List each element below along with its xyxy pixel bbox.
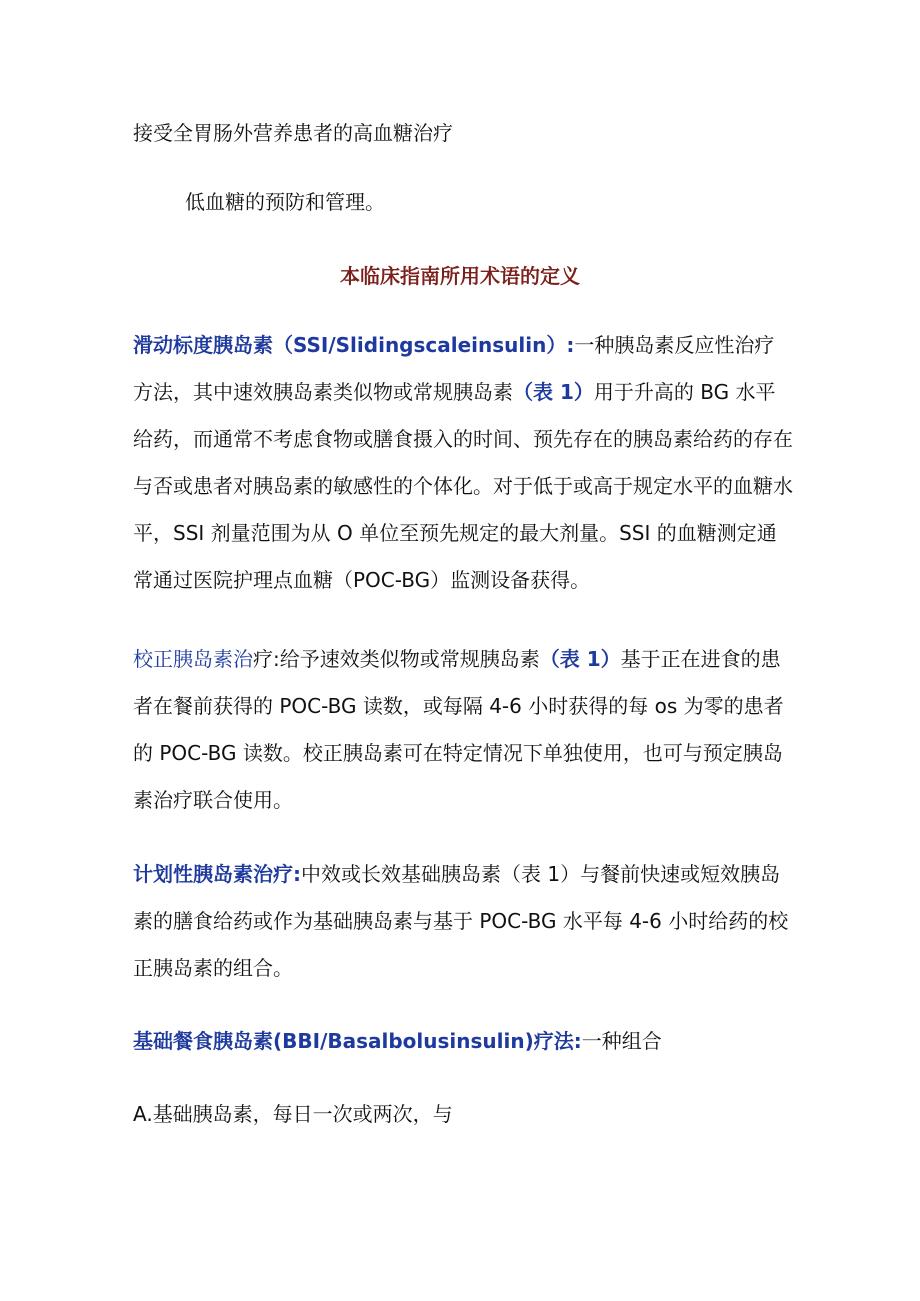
- header-line: 接受全胃肠外营养患者的高血糖治疗: [133, 121, 453, 145]
- correction-text-a: 给予速效类似物或常规胰岛素: [279, 647, 540, 671]
- correction-text-b: 基于正在进食的患者在餐前获得的 POC-BG 读数，或每隔 4-6 小时获得的每 os 为零的患者的 POC-BG 读数。校正胰岛素可在特定情况下单独使用，也可与预定胰岛素治疗联合使用。: [133, 647, 784, 812]
- bbi-text: 一种组合: [581, 1029, 662, 1053]
- list-item-a: A.基础胰岛素，每日一次或两次，与: [133, 1102, 453, 1126]
- term-ssi: 滑动标度胰岛素（SSI/Slidingscaleinsulin）:: [133, 333, 575, 357]
- definition-bbi: [133, 1018, 793, 1065]
- ssi-text-b: 用于升高的 BG 水平给药，而通常不考虑食物或膳食摄入的时间、预先存在的胰岛素给药的存在与否或患者对胰岛素的敏感性的个体化。对于低于或高于规定水平的血糖水平，SSI 剂量范围为从 O 单位至预先规定的最大剂量。SSI 的血糖测定通常通过医院护理点血糖（POC-BG）监测设备获得。: [133, 380, 793, 592]
- section-title: 本临床指南所用术语的定义: [340, 264, 580, 288]
- definition-correction-insulin: [133, 636, 793, 824]
- term-scheduled: 计划性胰岛素治疗:: [133, 862, 301, 886]
- table-ref: （表 1）: [513, 380, 594, 404]
- scheduled-text: 中效或长效基础胰岛素（表 1）与餐前快速或短效胰岛素的膳食给药或作为基础胰岛素与基于 POC-BG 水平每 4-6 小时给药的校正胰岛素的组合。: [133, 862, 789, 980]
- term-bbi: 基础餐食胰岛素(BBI/Basalbolusinsulin)疗法:: [133, 1029, 582, 1053]
- table-ref: （表 1）: [539, 647, 621, 671]
- ssi-text-a: 一种胰岛素反应性治疗方法，其中速效胰岛素类似物或常规胰岛素: [133, 333, 775, 404]
- term-correction-tail: 疗:: [253, 647, 280, 671]
- definition-scheduled-insulin: [133, 851, 793, 992]
- definition-ssi: [133, 322, 793, 604]
- term-correction: 校正胰岛素治: [133, 647, 253, 671]
- sub-line: 低血糖的预防和管理。: [185, 190, 385, 214]
